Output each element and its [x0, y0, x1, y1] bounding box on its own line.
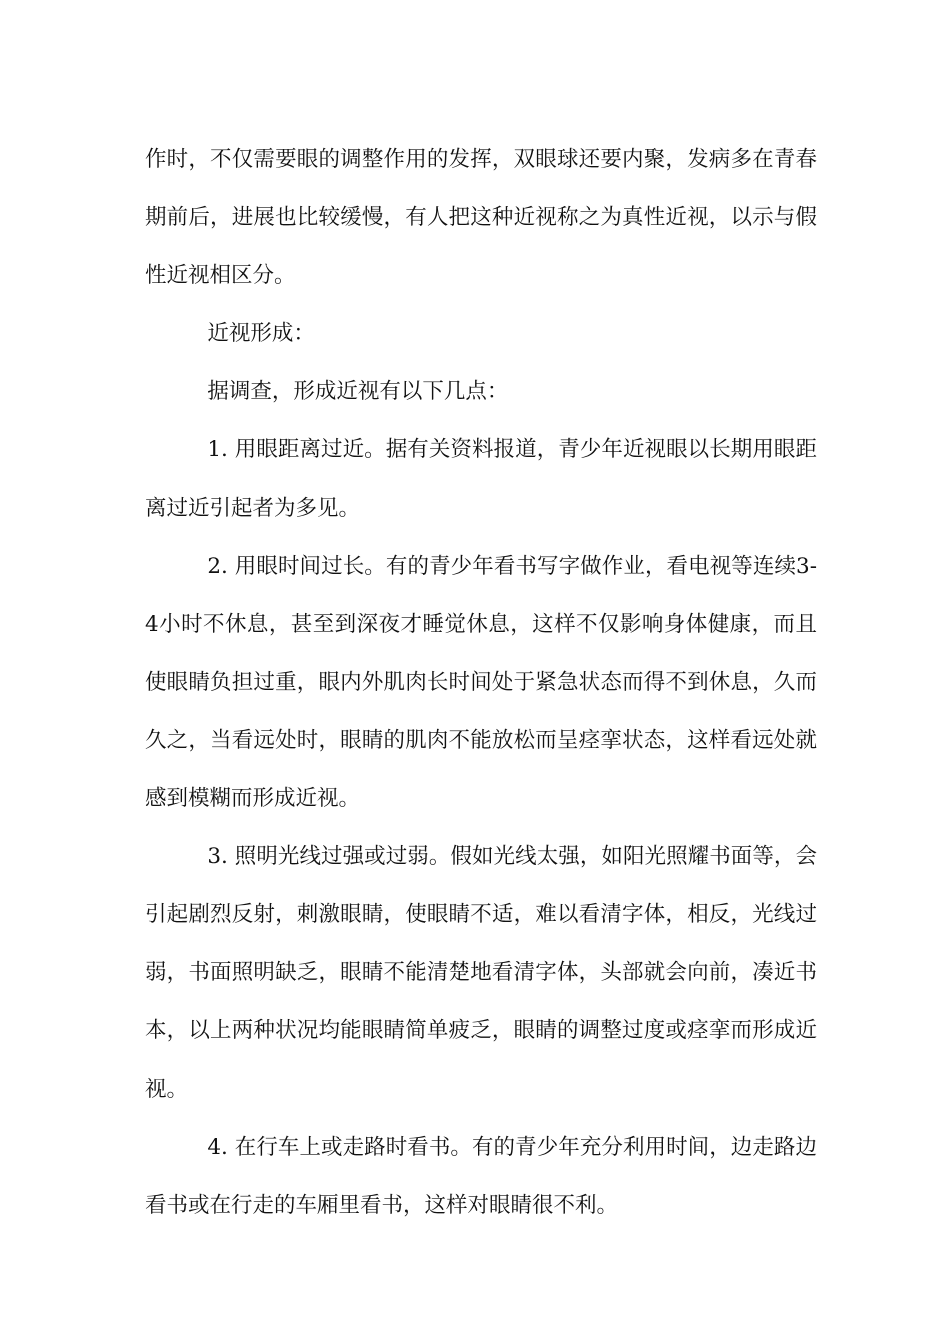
list-item-1: 1. 用眼距离过近。据有关资料报道，青少年近视眼以长期用眼距离过近引起者为多见。 [145, 437, 817, 521]
paragraph-survey-intro: 据调查，形成近视有以下几点： [207, 379, 509, 405]
document-body [145, 131, 817, 1235]
section-heading-myopia-formation: 近视形成： [207, 321, 315, 347]
list-item-3: 3. 照明光线过强或过弱。假如光线太强，如阳光照耀书面等，会引起剧烈反射，刺激眼睛，使眼睛不适，难以看清字体，相反，光线过弱，书面照明缺乏，眼睛不能清楚地看清字体，头部就会向前，凑近书本，以上两种状况均能眼睛简单疲乏，眼睛的调整过度或痉挛而形成近视。 [145, 844, 817, 1102]
list-item-4: 4. 在行车上或走路时看书。有的青少年充分利用时间，边走路边看书或在行走的车厢里看书，这样对眼睛很不利。 [145, 1134, 817, 1218]
paragraph-continued: 作时，不仅需要眼的调整作用的发挥，双眼球还要内聚，发病多在青春期前后，进展也比较缓慢，有人把这种近视称之为真性近视，以示与假性近视相区分。 [145, 147, 817, 289]
list-item-2: 2. 用眼时间过长。有的青少年看书写字做作业，看电视等连续3-4小时不休息，甚至到深夜才睡觉休息，这样不仅影响身体健康，而且使眼睛负担过重，眼内外肌肉长时间处于紧急状态而得不到休息，久而久之，当看远处时，眼睛的肌肉不能放松而呈痉挛状态，这样看远处就感到模糊而形成近视。 [145, 553, 817, 812]
